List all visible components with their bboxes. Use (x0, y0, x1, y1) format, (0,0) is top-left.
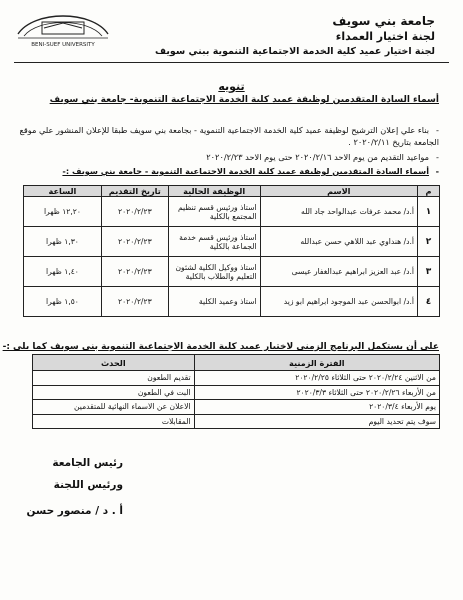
table-row (24, 197, 440, 227)
cell-time: ١,٥٠ ظهرا (24, 287, 102, 317)
cell-time: ١٢,٢٠ ظهرا (24, 197, 102, 227)
cell-name: أ.د/ محمد عرفات عبدالواحد جاد الله (260, 197, 418, 227)
committee-subtitle: لجنة اختيار عميد كلية الخدمة الاجتماعية التنموية ببني سويف (155, 46, 435, 57)
signature-block (13, 452, 123, 522)
cell-event: المقابلات (33, 414, 195, 429)
cell-period: من الأربعاء ٢٠٢٠/٢/٢٦ حتى الثلاثاء ٢٠٢٠/٣/٣ (194, 385, 439, 400)
header-job: الوظيفة الحالية (168, 186, 260, 197)
cell-job: استاذ ورئيس قسم خدمة الجماعة بالكلية (168, 227, 260, 257)
cell-date: ٢٠٢٠/٢/٢٣ (101, 197, 168, 227)
bullet-dash: - (436, 125, 439, 135)
cell-num: ٤ (418, 287, 440, 317)
header-num: م (418, 186, 440, 197)
table-row (33, 371, 440, 386)
header-time: الساعة (24, 186, 102, 197)
bullet-dash: - (435, 166, 439, 176)
header-divider (14, 62, 449, 63)
notice-subtitle: أسماء السادة المتقدمين لوظيفة عميد كلية الخدمة الاجتماعية التنموية- جامعة بني سويف (49, 95, 439, 105)
cell-time: ١,٣٠ ظهرا (24, 227, 102, 257)
cell-num: ١ (418, 197, 440, 227)
cell-period: سوف يتم تحديد اليوم (194, 414, 439, 429)
paragraph-text: أسماء السادة المتقدمين لوظيفة عميد كلية الخدمة الاجتماعية التنموية - جامعة بني سويف :- (62, 166, 429, 176)
cell-job: استاذ وعميد الكلية (168, 287, 260, 317)
cell-num: ٣ (418, 257, 440, 287)
university-name: جامعة بني سويف (332, 14, 435, 28)
applicants-table (23, 185, 440, 317)
cell-period: من الاثنين ٢٠٢٠/٢/٢٤ حتى الثلاثاء ٢٠٢٠/٢/٢٥ (194, 371, 439, 386)
university-logo (14, 6, 112, 50)
schedule-note: على أن يستكمل البرنامج الزمنى لاختيار عميد كلية الخدمة الاجتماعية التنموية بنى سويف كما يلى :- (2, 342, 439, 352)
bullet-dash: - (436, 152, 439, 162)
paragraph-text: مواعيد التقديم من يوم الاحد ٢٠٢٠/٢/١٦ حتى يوم الاحد ٢٠٢٠/٢/٢٣ (206, 152, 429, 162)
cell-name: أ.د/ عبد العزيز ابراهيم عبدالغفار عيسى (260, 257, 418, 287)
committee-name: لجنة اختيار العمداء (335, 30, 435, 43)
cell-event: تقديم الطعون (33, 371, 195, 386)
header-date: تاريخ التقديم (101, 186, 168, 197)
cell-event: البت في الطعون (33, 385, 195, 400)
cell-date: ٢٠٢٠/٢/٢٣ (101, 227, 168, 257)
cell-date: ٢٠٢٠/٢/٢٣ (101, 287, 168, 317)
signature-role: ورئيس اللجنة (53, 479, 123, 491)
table-row (33, 385, 440, 400)
logo-text: BENI-SUEF UNIVERSITY (31, 42, 95, 48)
paragraph-applicants-heading (19, 165, 439, 177)
signature-name: أ . د / منصور حسن (26, 505, 123, 517)
header-event: الحدث (33, 355, 195, 371)
table-row (33, 400, 440, 415)
table-header-row (24, 186, 440, 197)
cell-job: استاذ ورئيس قسم تنظيم المجتمع بالكلية (168, 197, 260, 227)
signature-title: رئيس الجامعة (52, 457, 123, 469)
header-period: الفترة الزمنية (194, 355, 439, 371)
table-row (24, 287, 440, 317)
cell-event: الاعلان عن الاسماء النهائية للمتقدمين (33, 400, 195, 415)
cell-name: أ.د/ ابوالحسن عبد الموجود ابراهيم ابو زيد (260, 287, 418, 317)
cell-name: أ.د/ هنداوي عبد اللاهي حسن عبدالله (260, 227, 418, 257)
table-row (24, 257, 440, 287)
cell-num: ٢ (418, 227, 440, 257)
cell-job: استاذ ووكيل الكلية لشئون التعليم والطلاب بالكلية (168, 257, 260, 287)
table-header-row (33, 355, 440, 371)
paragraph-text: بناء علي إعلان الترشيح لوظيفة عميد كلية الخدمة الاجتماعية التنموية - بجامعة بني سويف طبقا للإعلان المنشور علي موقع الجامعة بتاريخ ٢٠٢٠/٢/١١ . (19, 125, 439, 147)
schedule-table (32, 354, 440, 429)
cell-date: ٢٠٢٠/٢/٢٣ (101, 257, 168, 287)
cell-time: ١,٤٠ ظهرا (24, 257, 102, 287)
cell-period: يوم الأربعاء ٢٠٢٠/٣/٤ (194, 400, 439, 415)
table-row (24, 227, 440, 257)
notice-title: تنويه (218, 80, 245, 93)
paragraph-announcement (19, 124, 439, 148)
header-name: الاسم (260, 186, 418, 197)
paragraph-dates (19, 151, 439, 163)
table-row (33, 414, 440, 429)
letterhead (135, 14, 435, 59)
